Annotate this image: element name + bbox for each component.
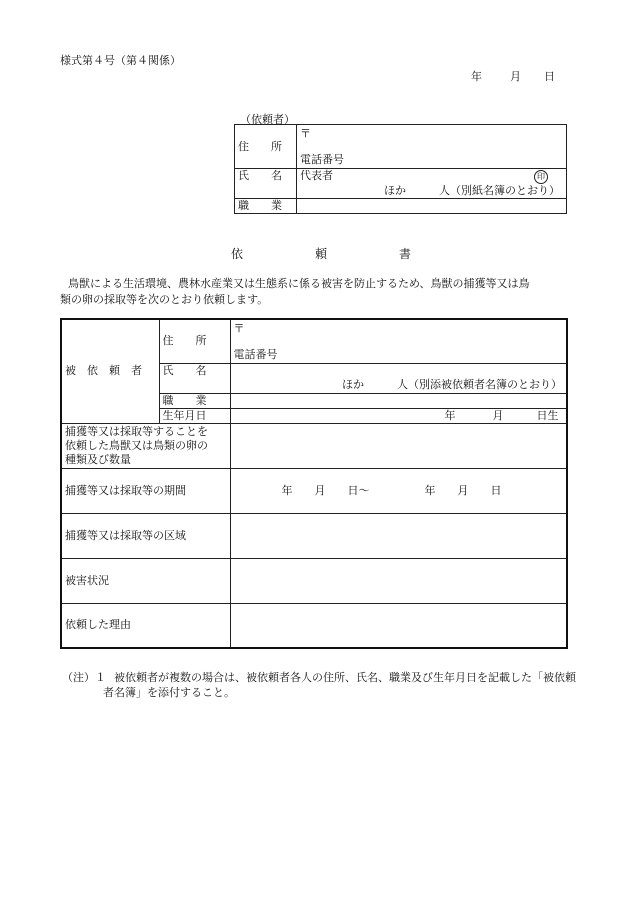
requester-name-field[interactable]: [297, 169, 567, 199]
date-month: 月: [510, 70, 521, 83]
postal-mark-2: 〒: [233, 322, 245, 335]
postal-mark: 〒: [300, 127, 311, 140]
requester-table: [234, 124, 567, 214]
species-field[interactable]: [230, 423, 567, 468]
requester-address-field[interactable]: [297, 125, 567, 169]
birth-day: 日生: [536, 408, 559, 422]
intro-line-1: 鳥獣による生活環境、農林水産業又は生態系に係る被害を防止するため、鳥獣の捕獲等又は鳥: [68, 277, 530, 290]
requestee-birth-field[interactable]: [230, 408, 567, 423]
requestee-phone-label: 電話番号: [233, 348, 278, 361]
requestee-job-label: 職 業: [159, 393, 230, 408]
area-field[interactable]: [230, 513, 567, 558]
requestee-address-label: 住 所: [159, 319, 230, 363]
period-value: 年 月 日～ 年 月 日: [281, 483, 502, 497]
birth-year: 年: [444, 408, 456, 422]
damage-label: 被害状況: [61, 558, 230, 603]
requestee-name-field[interactable]: [230, 363, 567, 393]
requestee-job-field[interactable]: [230, 393, 567, 408]
note-line-1: 被依頼者が複数の場合は、被依頼者各人の住所、氏名、職業及び生年月日を記載した「被依頼: [114, 671, 576, 684]
damage-field[interactable]: [230, 558, 567, 603]
date-year: 年: [471, 70, 482, 83]
requestee-others: ほか 人（別添被依頼者名簿のとおり）: [342, 377, 562, 391]
area-label: 捕獲等又は採取等の区域: [61, 513, 230, 558]
requester-others: ほか 人（別紙名簿のとおり）: [384, 184, 560, 197]
seal-mark: 印: [534, 170, 548, 184]
requester-job-label: 職 業: [235, 199, 297, 214]
date-day: 日: [544, 70, 555, 83]
requestee-name-label: 氏 名: [159, 363, 230, 393]
period-label: 捕獲等又は採取等の期間: [61, 468, 230, 513]
reason-field[interactable]: [230, 603, 567, 648]
requester-heading: （依頼者）: [240, 113, 295, 126]
requestee-birth-label: 生年月日: [159, 408, 230, 423]
requestee-address-field[interactable]: [230, 319, 567, 363]
requestee-label: 被 依 頼 者: [61, 319, 159, 423]
birth-month: 月: [492, 408, 504, 422]
document-title: 依 頼 書: [231, 247, 412, 261]
requester-job-field[interactable]: [297, 199, 567, 214]
requester-phone-label: 電話番号: [300, 153, 344, 166]
requester-name-label: 氏 名: [235, 169, 297, 199]
intro-line-2: 類の卵の採取等を次のとおり依頼します。: [60, 293, 269, 306]
species-label: 捕獲等又は採取等することを 依頼した鳥獣又は鳥類の卵の 種類及び数量: [61, 423, 230, 468]
reason-label: 依頼した理由: [61, 603, 230, 648]
form-number: 様式第４号（第４関係）: [60, 54, 181, 67]
representative-label: 代表者: [300, 169, 333, 182]
note-prefix: （注）１: [62, 671, 106, 684]
period-field[interactable]: [230, 468, 567, 513]
note-line-2: 者名簿」を添付すること。: [103, 686, 235, 699]
requester-address-label: 住 所: [235, 125, 297, 169]
main-table: [60, 318, 568, 649]
